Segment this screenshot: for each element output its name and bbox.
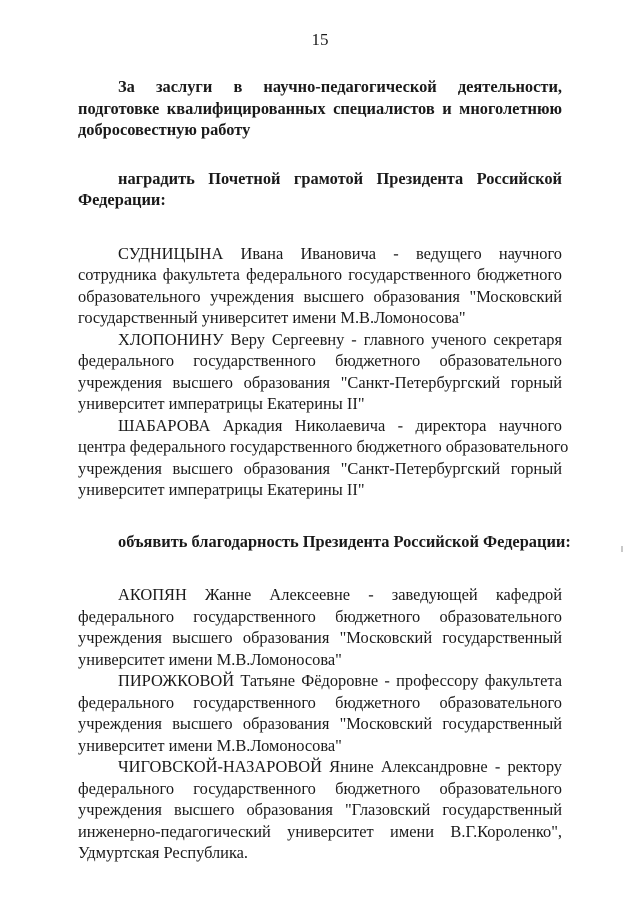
- scan-mark: [621, 546, 623, 552]
- spacer: [78, 211, 562, 243]
- award-entry: [78, 415, 569, 501]
- award-entry-line: государственный университет имени М.В.Ломоносова": [78, 308, 466, 327]
- preamble-line: добросовестную работу: [78, 120, 251, 139]
- gratitude-entry: [78, 670, 562, 756]
- award-entry-line: ШАБАРОВА Аркадия Николаевича - директора научного: [118, 415, 562, 435]
- gratitude-heading: [78, 531, 571, 553]
- gratitude-entry-line: учреждения высшего образования "Глазовский государственный: [78, 800, 562, 819]
- spacer: [78, 141, 562, 168]
- gratitude-entry-line: университет имени М.В.Ломоносова": [78, 735, 342, 755]
- award-heading: [78, 168, 562, 211]
- gratitude-entry-line: университет имени М.В.Ломоносова": [78, 649, 342, 669]
- preamble: [78, 76, 562, 141]
- award-entry-line: центра федерального государственного бюджетного образовательного: [78, 437, 569, 456]
- gratitude-entry-line: инженерно-педагогический университет имени В.Г.Короленко",: [78, 821, 562, 841]
- gratitude-entry-line: Удмуртская Республика.: [78, 843, 249, 862]
- award-entry-line: учреждения высшего образования "Санкт-Петербургский горный: [78, 372, 562, 392]
- award-entry-line: университет императрицы Екатерины II": [78, 394, 365, 413]
- award-entry: [78, 243, 562, 329]
- gratitude-entry-line: ПИРОЖКОВОЙ Татьяне Фёдоровне - профессору факультета: [118, 671, 562, 690]
- award-entry-line: ХЛОПОНИНУ Веру Сергеевну - главного ученого секретаря: [118, 329, 562, 349]
- gratitude-entry-line: федерального государственного бюджетного образовательного: [78, 778, 562, 798]
- award-entry-line: образовательного учреждения высшего образования "Московский: [78, 286, 562, 306]
- award-heading-line: Федерации:: [78, 190, 166, 209]
- gratitude-entry-line: ЧИГОВСКОЙ-НАЗАРОВОЙ Янине Александровне - ректору: [118, 757, 562, 776]
- preamble-line: За заслуги в научно-педагогической деятельности,: [118, 77, 562, 96]
- gratitude-heading-line: объявить благодарность Президента Российской Федерации:: [118, 531, 571, 551]
- gratitude-entry-line: федерального государственного бюджетного образовательного: [78, 692, 562, 712]
- award-entry-line: федерального государственного бюджетного образовательного: [78, 351, 562, 370]
- award-entry-line: университет императрицы Екатерины II": [78, 480, 365, 499]
- gratitude-entry: [78, 756, 562, 864]
- gratitude-entry-line: учреждения высшего образования "Московский государственный: [78, 714, 562, 733]
- spacer: [78, 552, 562, 584]
- preamble-line: подготовке квалифицированных специалистов и многолетнюю: [78, 98, 562, 118]
- award-entry-line: СУДНИЦЫНА Ивана Ивановича - ведущего научного: [118, 243, 562, 263]
- spacer: [78, 501, 562, 531]
- gratitude-entry-line: федерального государственного бюджетного образовательного: [78, 606, 562, 626]
- page-number: 15: [311, 30, 329, 49]
- gratitude-entry-line: АКОПЯН Жанне Алексеевне - заведующей кафедрой: [118, 585, 562, 604]
- award-heading-line: наградить Почетной грамотой Президента Российской: [118, 168, 562, 188]
- award-entry-line: сотрудника факультета федерального государственного бюджетного: [78, 265, 562, 284]
- award-entry: [78, 329, 562, 415]
- document-body: [78, 76, 571, 864]
- gratitude-entry: [78, 584, 562, 670]
- gratitude-entry-line: учреждения высшего образования "Московский государственный: [78, 628, 562, 647]
- award-entry-line: учреждения высшего образования "Санкт-Петербургский горный: [78, 458, 562, 478]
